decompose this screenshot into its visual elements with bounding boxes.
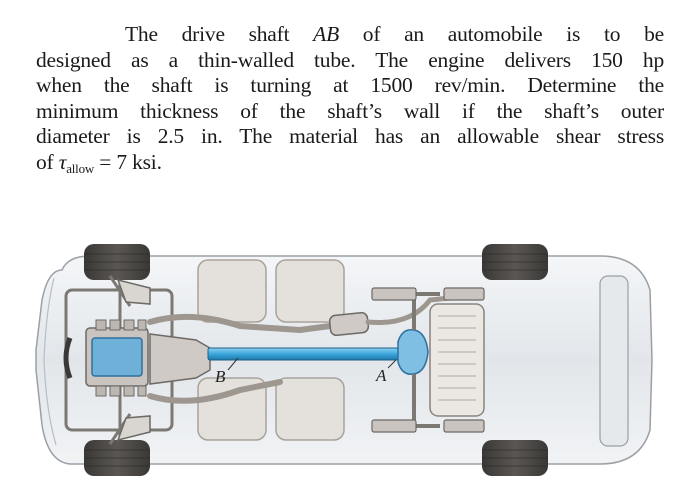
- text-segment: of an automobile is to be: [339, 22, 664, 46]
- differential: [398, 330, 428, 375]
- tau-subscript: allow: [66, 160, 95, 176]
- text-segment: The drive shaft: [125, 22, 314, 46]
- problem-line-5: diameter is 2.5 in. The material has an allowable shear stress: [36, 124, 664, 149]
- problem-line-3: when the shaft is turning at 1500 rev/min. Determine the: [36, 73, 664, 98]
- problem-line-2: designed as a thin-walled tube. The engine delivers 150 hp: [36, 47, 664, 72]
- problem-statement: [36, 22, 664, 182]
- label-b: B: [215, 367, 226, 386]
- problem-line-4: minimum thickness of the shaft’s wall if the shaft’s outer: [36, 98, 664, 123]
- car-underside-figure: [0, 230, 700, 487]
- fuel-tank: [430, 304, 484, 416]
- text-segment: = 7 ksi.: [94, 149, 162, 174]
- label-a: A: [376, 366, 387, 385]
- rear-bumper: [600, 276, 628, 446]
- shaft-variable: AB: [313, 22, 340, 46]
- text-segment: of: [36, 149, 59, 174]
- problem-line-6: [36, 150, 664, 182]
- problem-line-1: [36, 22, 664, 48]
- drive-shaft: [208, 348, 398, 360]
- engine-cylinder-head: [92, 338, 142, 376]
- muffler: [329, 312, 369, 336]
- tau-symbol: τ: [58, 149, 67, 174]
